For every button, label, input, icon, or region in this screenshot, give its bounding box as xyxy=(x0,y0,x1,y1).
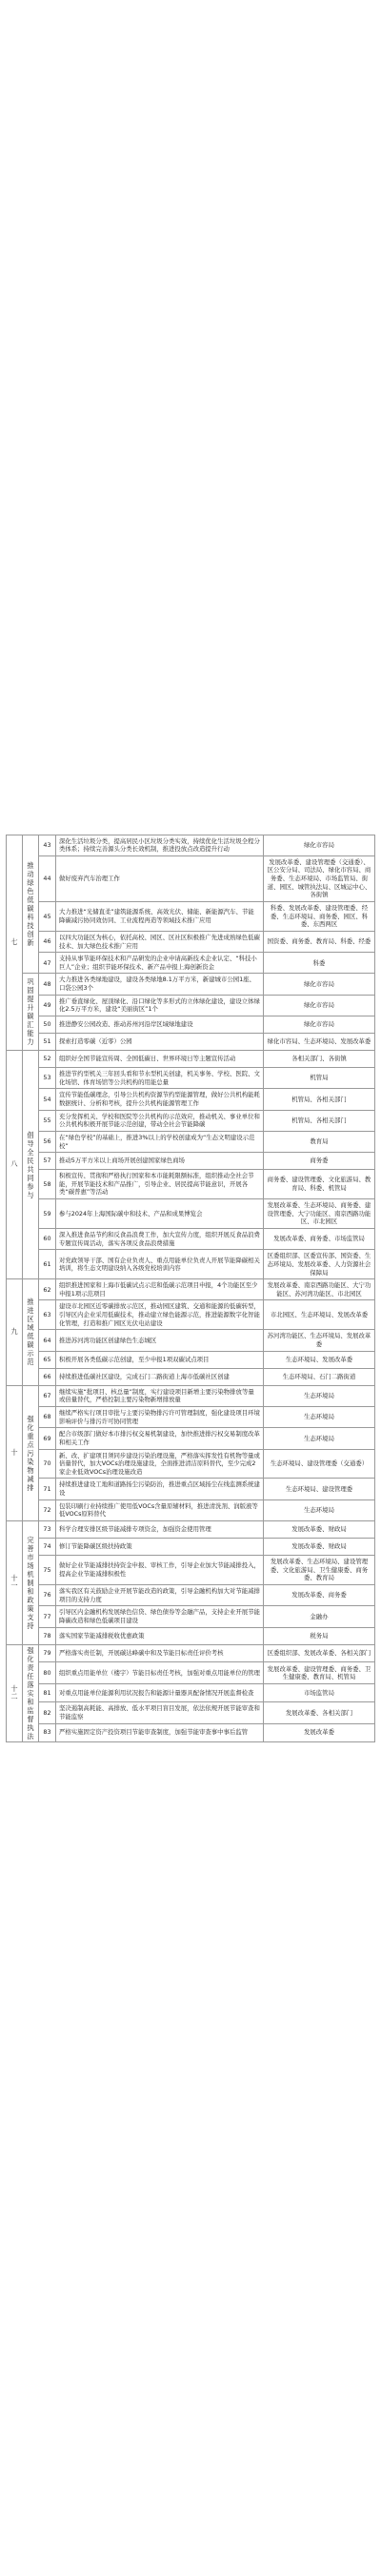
action-table xyxy=(6,835,374,1742)
subsection-title xyxy=(23,1644,39,1741)
task-description: 推进苏河湾功能区创建绿色生态城区 xyxy=(56,1330,264,1351)
task-description: 探索打造零碳（近零）公园 xyxy=(56,1034,264,1051)
row-number: 83 xyxy=(39,1723,56,1741)
responsible-departments: 生态环境局、建设管理委 xyxy=(264,1479,375,1499)
responsible-departments: 科委 xyxy=(264,953,375,974)
section-number: 八 xyxy=(7,1051,23,1279)
table-row xyxy=(7,1606,375,1627)
responsible-departments: 生态环境局、建设管理委（交通委） xyxy=(264,1449,375,1479)
task-description: 严格实施固定资产投资项目节能审查制度，加强节能审查事中事后监管 xyxy=(56,1723,264,1741)
responsible-departments: 区委组织部、发展改革委、各相关部门 xyxy=(264,1644,375,1662)
table-row xyxy=(7,974,375,995)
table-row xyxy=(7,1199,375,1229)
task-description: 充分发挥机关、学校和医院等公共机构的示范效应，推动机关、事业单位和公共机构积极开展节能示范创建，带动全社会节能降碳 xyxy=(56,1110,264,1131)
task-description: 配合市级部门做好本市排污权交易机制建设，加快推进排污权交易制度改革和相关工作 xyxy=(56,1428,264,1449)
responsible-departments: 商务委 xyxy=(264,1153,375,1170)
table-row xyxy=(7,855,375,901)
table-row xyxy=(7,1449,375,1479)
table-row xyxy=(7,1110,375,1131)
subsection-title xyxy=(23,974,39,1051)
subsection-title-text: 倡 导 全 民 共 同 参 与 xyxy=(27,1130,34,1199)
subsection-title xyxy=(23,835,39,974)
task-description: 推动5万平方米以上商场开展创建国家绿色商场 xyxy=(56,1153,264,1170)
responsible-departments: 发展改革委、各相关部门 xyxy=(264,1701,375,1723)
task-description: 科学合理安排区级节能减排专项资金，加强资金使用管理 xyxy=(56,1521,264,1539)
table-row xyxy=(7,995,375,1016)
task-description: 落实国家节能减排税收优惠政策 xyxy=(56,1627,264,1644)
row-number: 47 xyxy=(39,953,56,974)
row-number: 76 xyxy=(39,1584,56,1605)
row-number: 65 xyxy=(39,1351,56,1368)
subsection-title-text: 强 化 责 任 落 实 和 监 督 执 法 xyxy=(27,1645,34,1741)
responsible-departments: 发展改革委 xyxy=(264,1723,375,1741)
task-description: 积极宣传、贯彻和严格执行国家和本市能耗限额标准，组织推动全社会节能，开展节能技术和产品推广，引导企业、居民提高节能意识，开展各类“碳普惠”等活动 xyxy=(56,1170,264,1199)
responsible-departments: 教育局 xyxy=(264,1131,375,1152)
table-row xyxy=(7,1556,375,1585)
table-row xyxy=(7,1153,375,1170)
responsible-departments: 绿化市容局 xyxy=(264,995,375,1016)
table-row xyxy=(7,1068,375,1089)
table-row xyxy=(7,1034,375,1051)
row-number: 73 xyxy=(39,1521,56,1539)
table-row xyxy=(7,1684,375,1702)
task-description: 推广垂直绿化、屋顶绿化、沿口绿化等多形式的立体绿化建设，建设立体绿化2.5万平方米，建设“美丽街区”1个 xyxy=(56,995,264,1016)
row-number: 80 xyxy=(39,1662,56,1684)
table-row xyxy=(7,1089,375,1110)
section-number: 七 xyxy=(7,835,23,1051)
task-description: 推进节约型机关三年回头看和节水型机关创建，机关事务、学校、医院、文化场馆、体育场馆等公共机构的用能总量 xyxy=(56,1068,264,1089)
row-number: 59 xyxy=(39,1199,56,1229)
responsible-departments: 发展改革委、商务委 xyxy=(264,1584,375,1605)
table-row xyxy=(7,1051,375,1068)
subsection-title-text: 强 化 重 点 污 染 物 减 排 xyxy=(27,1414,34,1492)
table-row xyxy=(7,1644,375,1662)
responsible-departments: 发展改革委、建设管理委（交通委）、区公安分局、司法局、绿化市容局、商务委、生态环境局、市场监管局、街道、园区、城管执法局、区城运中心、各街镇 xyxy=(264,855,375,901)
task-description: 支持从事节能环保技术和产品研发的企业申请高新技术企业认定、“科技小巨人”企业；组织节能环保技术、新产品申报上海创新资金 xyxy=(56,953,264,974)
section-number: 九 xyxy=(7,1279,23,1385)
table-row xyxy=(7,1351,375,1368)
responsible-departments: 发展改革委、建设管理委、商务委、卫生健康委、教育局、机管局 xyxy=(264,1662,375,1684)
responsible-departments: 市场监管局 xyxy=(264,1684,375,1702)
responsible-departments: 金融办 xyxy=(264,1606,375,1627)
row-number: 56 xyxy=(39,1131,56,1152)
responsible-departments: 发展改革委、生态环境局、建设管理委、文化旅游局、卫生健康委、商务委、教育局 xyxy=(264,1556,375,1585)
task-description: 严格落实责任制，开展碳达峰碳中和及节能目标责任评价考核 xyxy=(56,1644,264,1662)
row-number: 54 xyxy=(39,1089,56,1110)
task-description: 推进静安公园改造、推动苏州河沿岸区域绿地建设 xyxy=(56,1016,264,1034)
row-number: 72 xyxy=(39,1499,56,1520)
responsible-departments: 各相关部门、各街镇 xyxy=(264,1051,375,1068)
row-number: 63 xyxy=(39,1300,56,1330)
table-row xyxy=(7,1279,375,1300)
task-description: 持续推进建设工地和道路扬尘污染防治，推进重点区域扬尘在线监测系统建设 xyxy=(56,1479,264,1499)
table-row xyxy=(7,1499,375,1520)
responsible-departments: 区委组织部、区委宣传部、国资委、生态环境局、发展改革委、人力资源社会保障局 xyxy=(264,1250,375,1279)
task-description: 在“绿色学校”的基础上，推进3%以上的学校创建成为“生态文明建设示范校” xyxy=(56,1131,264,1152)
responsible-departments: 生态环境局 xyxy=(264,1406,375,1427)
row-number: 75 xyxy=(39,1556,56,1585)
responsible-departments: 发展改革委、财政局 xyxy=(264,1539,375,1556)
task-description: 坚决遏制高耗能、高排放、低水平项目盲目发展，依法依规开展节能审查和节能监察 xyxy=(56,1701,264,1723)
table-row xyxy=(7,1250,375,1279)
task-description: 对党政领导干部、国有企业负责人、重点用能单位负责人开展节能降碳相关培训，将生态文明建设纳入各级党校培训内容 xyxy=(56,1250,264,1279)
task-description: 组织重点用能单位（楼宇）节能目标责任考核，加强对重点用能单位的管理 xyxy=(56,1662,264,1684)
row-number: 49 xyxy=(39,995,56,1016)
row-number: 53 xyxy=(39,1068,56,1089)
task-description: 深入推进食品节约和反食品浪费工作，加大宣传力度，组织开展反食品浪费专题宣传周活动，落实各项反食品浪费措施 xyxy=(56,1229,264,1250)
table-body xyxy=(7,835,375,1741)
responsible-departments: 生态环境局、发展改革委 xyxy=(264,1351,375,1368)
task-description: 持续推进低碳社区建设，完成石门二路街道上海市低碳社区创建 xyxy=(56,1368,264,1385)
responsible-departments: 机管局、各相关部门 xyxy=(264,1110,375,1131)
table-row xyxy=(7,1627,375,1644)
row-number: 62 xyxy=(39,1279,56,1300)
responsible-departments: 发展改革委、生态环境局、商务委、建设管理委、大宁功能区、南京西路功能区、市北园区 xyxy=(264,1199,375,1229)
table-row xyxy=(7,1385,375,1406)
section-number: 十 二 xyxy=(7,1644,23,1741)
table-row xyxy=(7,953,375,974)
task-description: 新、改、扩建项目须同步建设污染治理设施，严格落实挥发性有机物等量或倍量替代，加大VOCs治理设施建设，全面推进清洁原料替代，至少完成2家企业低效VOCs治理设施改造 xyxy=(56,1449,264,1479)
row-number: 68 xyxy=(39,1406,56,1427)
table-row xyxy=(7,1701,375,1723)
task-description: 引导区内金融机构发展绿色信贷、绿色债券等金融产品，支持企业开展节能降碳改造和绿色低碳项目建设 xyxy=(56,1606,264,1627)
section-number: 十 一 xyxy=(7,1521,23,1644)
task-description: 大力推进“光储直柔”建筑能源系统、高效光伏、储能、新能源汽车、节能降碳减污协同效仿同、工业流程再造等领域技术推广应用 xyxy=(56,901,264,931)
table-row xyxy=(7,1584,375,1605)
table-row xyxy=(7,1016,375,1034)
responsible-departments: 绿化市容局 xyxy=(264,835,375,855)
table-row xyxy=(7,1330,375,1351)
row-number: 61 xyxy=(39,1250,56,1279)
task-table xyxy=(6,835,375,1742)
subsection-title xyxy=(23,1521,39,1644)
row-number: 50 xyxy=(39,1016,56,1034)
task-description: 做好废弃汽车治理工作 xyxy=(56,855,264,901)
row-number: 79 xyxy=(39,1644,56,1662)
subsection-title-text: 推 动 绿 色 低 碳 科 技 创 新 xyxy=(27,860,34,947)
task-description: 落实我区有关鼓励企业开展节能改造的政策，引导金融机构加大对节能减排项目的支持力度 xyxy=(56,1584,264,1605)
task-description: 积极开展各类低碳示范创建，至少申报1项双碳试点项目 xyxy=(56,1351,264,1368)
responsible-departments: 发展改革委、南京西路功能区、大宁功能区、苏河湾功能区、市北园区 xyxy=(264,1279,375,1300)
table-row xyxy=(7,1539,375,1556)
subsection-title xyxy=(23,1051,39,1279)
table-row xyxy=(7,1479,375,1499)
responsible-departments: 发展改革委、商务委、市场监管局 xyxy=(264,1229,375,1250)
row-number: 58 xyxy=(39,1170,56,1199)
subsection-title-text: 巩 固 提 升 碳 汇 能 力 xyxy=(27,977,34,1047)
row-number: 44 xyxy=(39,855,56,901)
table-row xyxy=(7,1723,375,1741)
row-number: 48 xyxy=(39,974,56,995)
table-row xyxy=(7,1428,375,1449)
task-description: 宣传节能低碳理念，引导公共机构资源节约型能源管理，做好公共机构能耗数据统计、分析和考核，提升公共机构能源管理工作 xyxy=(56,1089,264,1110)
table-row xyxy=(7,931,375,952)
responsible-departments: 生态环境局 xyxy=(264,1499,375,1520)
row-number: 69 xyxy=(39,1428,56,1449)
row-number: 77 xyxy=(39,1606,56,1627)
task-description: 参与2024年上海国际碳中和技术、产品和成果博览会 xyxy=(56,1199,264,1229)
table-row xyxy=(7,1368,375,1385)
responsible-departments: 商务委、建设管理委、文化旅游局、教育局、科委、机管局 xyxy=(264,1170,375,1199)
table-row xyxy=(7,1521,375,1539)
subsection-title xyxy=(23,1279,39,1385)
responsible-departments: 生态环境局、石门二路街道 xyxy=(264,1368,375,1385)
responsible-departments: 绿化市容局 xyxy=(264,974,375,995)
task-description: 组织好全国节能宣传周、全国低碳日、世界环境日等主题宣传活动 xyxy=(56,1051,264,1068)
responsible-departments: 税务局 xyxy=(264,1627,375,1644)
row-number: 45 xyxy=(39,901,56,931)
section-number: 十 xyxy=(7,1385,23,1520)
task-description: 组织推进国家和上海市低碳试点示范和低碳示范项目申报，4个功能区至少申报1项示范项目 xyxy=(56,1279,264,1300)
responsible-departments: 发展改革委、财政局 xyxy=(264,1521,375,1539)
responsible-departments: 国资委、商务委、教育局、科委、经委 xyxy=(264,931,375,952)
task-description: 包装印刷行业持续推广使用低VOCs含量原辅材料，推进清洗剂、润版液等低VOCs原料替代 xyxy=(56,1499,264,1520)
table-row xyxy=(7,835,375,855)
row-number: 64 xyxy=(39,1330,56,1351)
row-number: 70 xyxy=(39,1449,56,1479)
task-description: 深化生活垃圾分类，提高居民小区垃圾分类实效，持续优化生活垃圾全程分类体系；持续完善源头分类长效机制，推进投放点改造提升行动 xyxy=(56,835,264,855)
table-row xyxy=(7,1170,375,1199)
responsible-departments: 苏河湾功能区、生态环境局、发展改革委 xyxy=(264,1330,375,1351)
responsible-departments: 生态环境局 xyxy=(264,1385,375,1406)
responsible-departments: 绿化市容局 xyxy=(264,1016,375,1034)
table-row xyxy=(7,1300,375,1330)
task-description: 继续实施“批项目、核总量”制度，实行建设项目新增主要污染物排放等量或倍量替代，严格控制主要污染物新增排放量 xyxy=(56,1385,264,1406)
task-description: 建设市北园区近零碳排放示范区，推动园区建筑、交通和能源的低碳转型，引导区内企业采用低碳技术，推动建立绿色能源示范，推进能源数字化智能化管理，打造和推广园区光伏电站建设 xyxy=(56,1300,264,1330)
subsection-title-text: 完 善 市 场 机 制 和 政 策 支 持 xyxy=(27,1535,34,1630)
responsible-departments: 机管局、各相关部门 xyxy=(264,1089,375,1110)
row-number: 55 xyxy=(39,1110,56,1131)
row-number: 52 xyxy=(39,1051,56,1068)
responsible-departments: 绿化市容局、生态环境局、发展改革委 xyxy=(264,1034,375,1051)
row-number: 71 xyxy=(39,1479,56,1499)
row-number: 43 xyxy=(39,835,56,855)
responsible-departments: 科委、发展改革委、建设管理委、经委、生态环境局、商务委、园区、科委、东西两区 xyxy=(264,901,375,931)
row-number: 74 xyxy=(39,1539,56,1556)
table-row xyxy=(7,1406,375,1427)
responsible-departments: 机管局 xyxy=(264,1068,375,1089)
table-row xyxy=(7,1662,375,1684)
task-description: 继续严格实行项目审批与主要污染物排污许可管理制度，强化建设项目环境影响评价与排污许可协同管理 xyxy=(56,1406,264,1427)
row-number: 67 xyxy=(39,1385,56,1406)
row-number: 57 xyxy=(39,1153,56,1170)
task-description: 大力推进各类绿地建设，建设各类绿地8.1万平方米，新建城市公园1座、口袋公园3个 xyxy=(56,974,264,995)
row-number: 66 xyxy=(39,1368,56,1385)
table-row xyxy=(7,1131,375,1152)
task-description: 对重点用能单位能源利用状况报告和能源计量器具配备情况开展监督检查 xyxy=(56,1684,264,1702)
row-number: 82 xyxy=(39,1701,56,1723)
task-description: 修订节能降碳区级扶持政策 xyxy=(56,1539,264,1556)
row-number: 81 xyxy=(39,1684,56,1702)
row-number: 46 xyxy=(39,931,56,952)
row-number: 51 xyxy=(39,1034,56,1051)
row-number: 60 xyxy=(39,1229,56,1250)
responsible-departments: 市北园区、生态环境局、发展改革委 xyxy=(264,1300,375,1330)
table-row xyxy=(7,1229,375,1250)
row-number: 78 xyxy=(39,1627,56,1644)
task-description: 以四大功能区为核心，依托高校、园区、区社区积极推广先进成熟绿色低碳技术、加大绿色技术推广应用 xyxy=(56,931,264,952)
table-row xyxy=(7,901,375,931)
responsible-departments: 生态环境局 xyxy=(264,1428,375,1449)
subsection-title xyxy=(23,1385,39,1520)
subsection-title-text: 推 进 区 域 低 碳 示 范 xyxy=(27,1298,34,1367)
task-description: 做好企业节能减排扶持资金申报、审核工作，引导企业加大节能减排投入，提高企业节能减排积极性 xyxy=(56,1556,264,1585)
